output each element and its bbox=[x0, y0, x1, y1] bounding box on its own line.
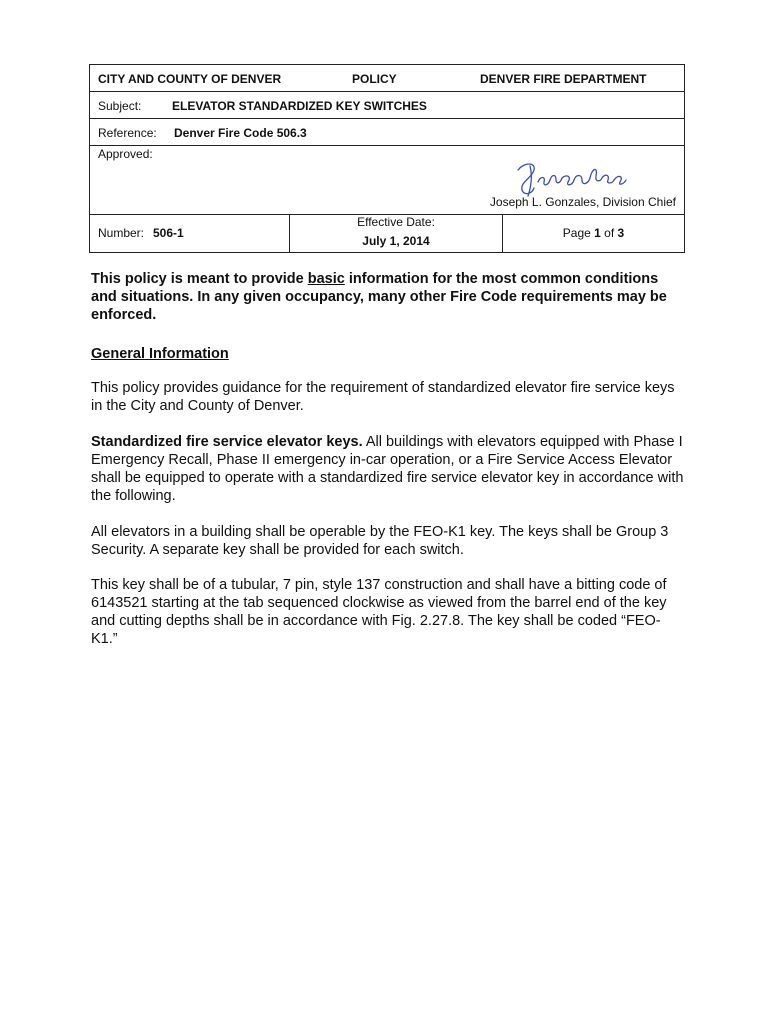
number-label: Number: bbox=[98, 226, 145, 240]
number-value: 506-1 bbox=[153, 226, 184, 240]
reference-label: Reference: bbox=[98, 126, 157, 140]
intro-underlined-word: basic bbox=[307, 271, 345, 287]
effective-date-label: Effective Date: bbox=[357, 215, 435, 229]
signer-name: Joseph L. Gonzales, Division Chief bbox=[489, 195, 676, 209]
standardized-keys-text: All buildings with elevators equipped with Phase I Emergency Recall, Phase II emergency in-car operation, or a Fire Service Access Elevator shall be equipped to operate with a standardized fire service elevator key in accordance with the following. bbox=[91, 434, 684, 504]
intro-text-2: information for the most common conditions and situations. In any given occupancy, many other Fire Code requirements may be enforced. bbox=[91, 271, 667, 323]
effective-date-value: July 1, 2014 bbox=[362, 234, 430, 248]
page-current: 1 bbox=[594, 226, 601, 240]
subject-row bbox=[90, 92, 684, 119]
paragraph-guidance: This policy provides guidance for the requirement of standardized elevator fire service keys in the City and County of Denver. bbox=[91, 380, 675, 414]
page-indicator bbox=[503, 226, 684, 240]
reference-row bbox=[90, 119, 684, 146]
intro-text-1: This policy is meant to provide bbox=[91, 271, 308, 287]
page-of: of bbox=[600, 226, 618, 240]
subject-label: Subject: bbox=[98, 99, 142, 113]
header-title-row bbox=[90, 65, 684, 92]
number-row bbox=[90, 215, 684, 252]
approved-label: Approved: bbox=[98, 147, 153, 161]
general-information-heading: General Information bbox=[91, 346, 229, 362]
page-number-cell bbox=[503, 215, 684, 252]
reference-value: Denver Fire Code 506.3 bbox=[174, 126, 307, 140]
paragraph-standardized-keys bbox=[91, 433, 685, 505]
page-total: 3 bbox=[617, 226, 625, 240]
department-label: DENVER FIRE DEPARTMENT bbox=[480, 72, 647, 86]
paragraph-key-construction: This key shall be of a tubular, 7 pin, style 137 construction and shall have a bitting code of 6143521 starting at the tab sequenced clockwise as viewed from the barrel end of the key and cutting depths shall be in accordance with Fig. 2.27.8. The key shall be coded “FEO-K1.” bbox=[91, 577, 667, 647]
policy-header-table bbox=[89, 64, 685, 253]
handwritten-signature bbox=[510, 160, 630, 198]
subject-value: ELEVATOR STANDARDIZED KEY SWITCHES bbox=[172, 99, 427, 113]
intro-paragraph bbox=[91, 270, 685, 324]
number-cell bbox=[90, 215, 290, 252]
standardized-keys-lead: Standardized fire service elevator keys. bbox=[91, 434, 363, 450]
effective-date-cell bbox=[290, 215, 503, 252]
approved-row bbox=[90, 146, 684, 215]
policy-label: POLICY bbox=[352, 72, 397, 86]
page-prefix: Page bbox=[562, 226, 595, 240]
paragraph-feo-k1-operable: All elevators in a building shall be operable by the FEO-K1 key. The keys shall be Group 3 Security. A separate key shall be provided for each switch. bbox=[91, 524, 669, 558]
city-county-label: CITY AND COUNTY OF DENVER bbox=[98, 72, 282, 86]
